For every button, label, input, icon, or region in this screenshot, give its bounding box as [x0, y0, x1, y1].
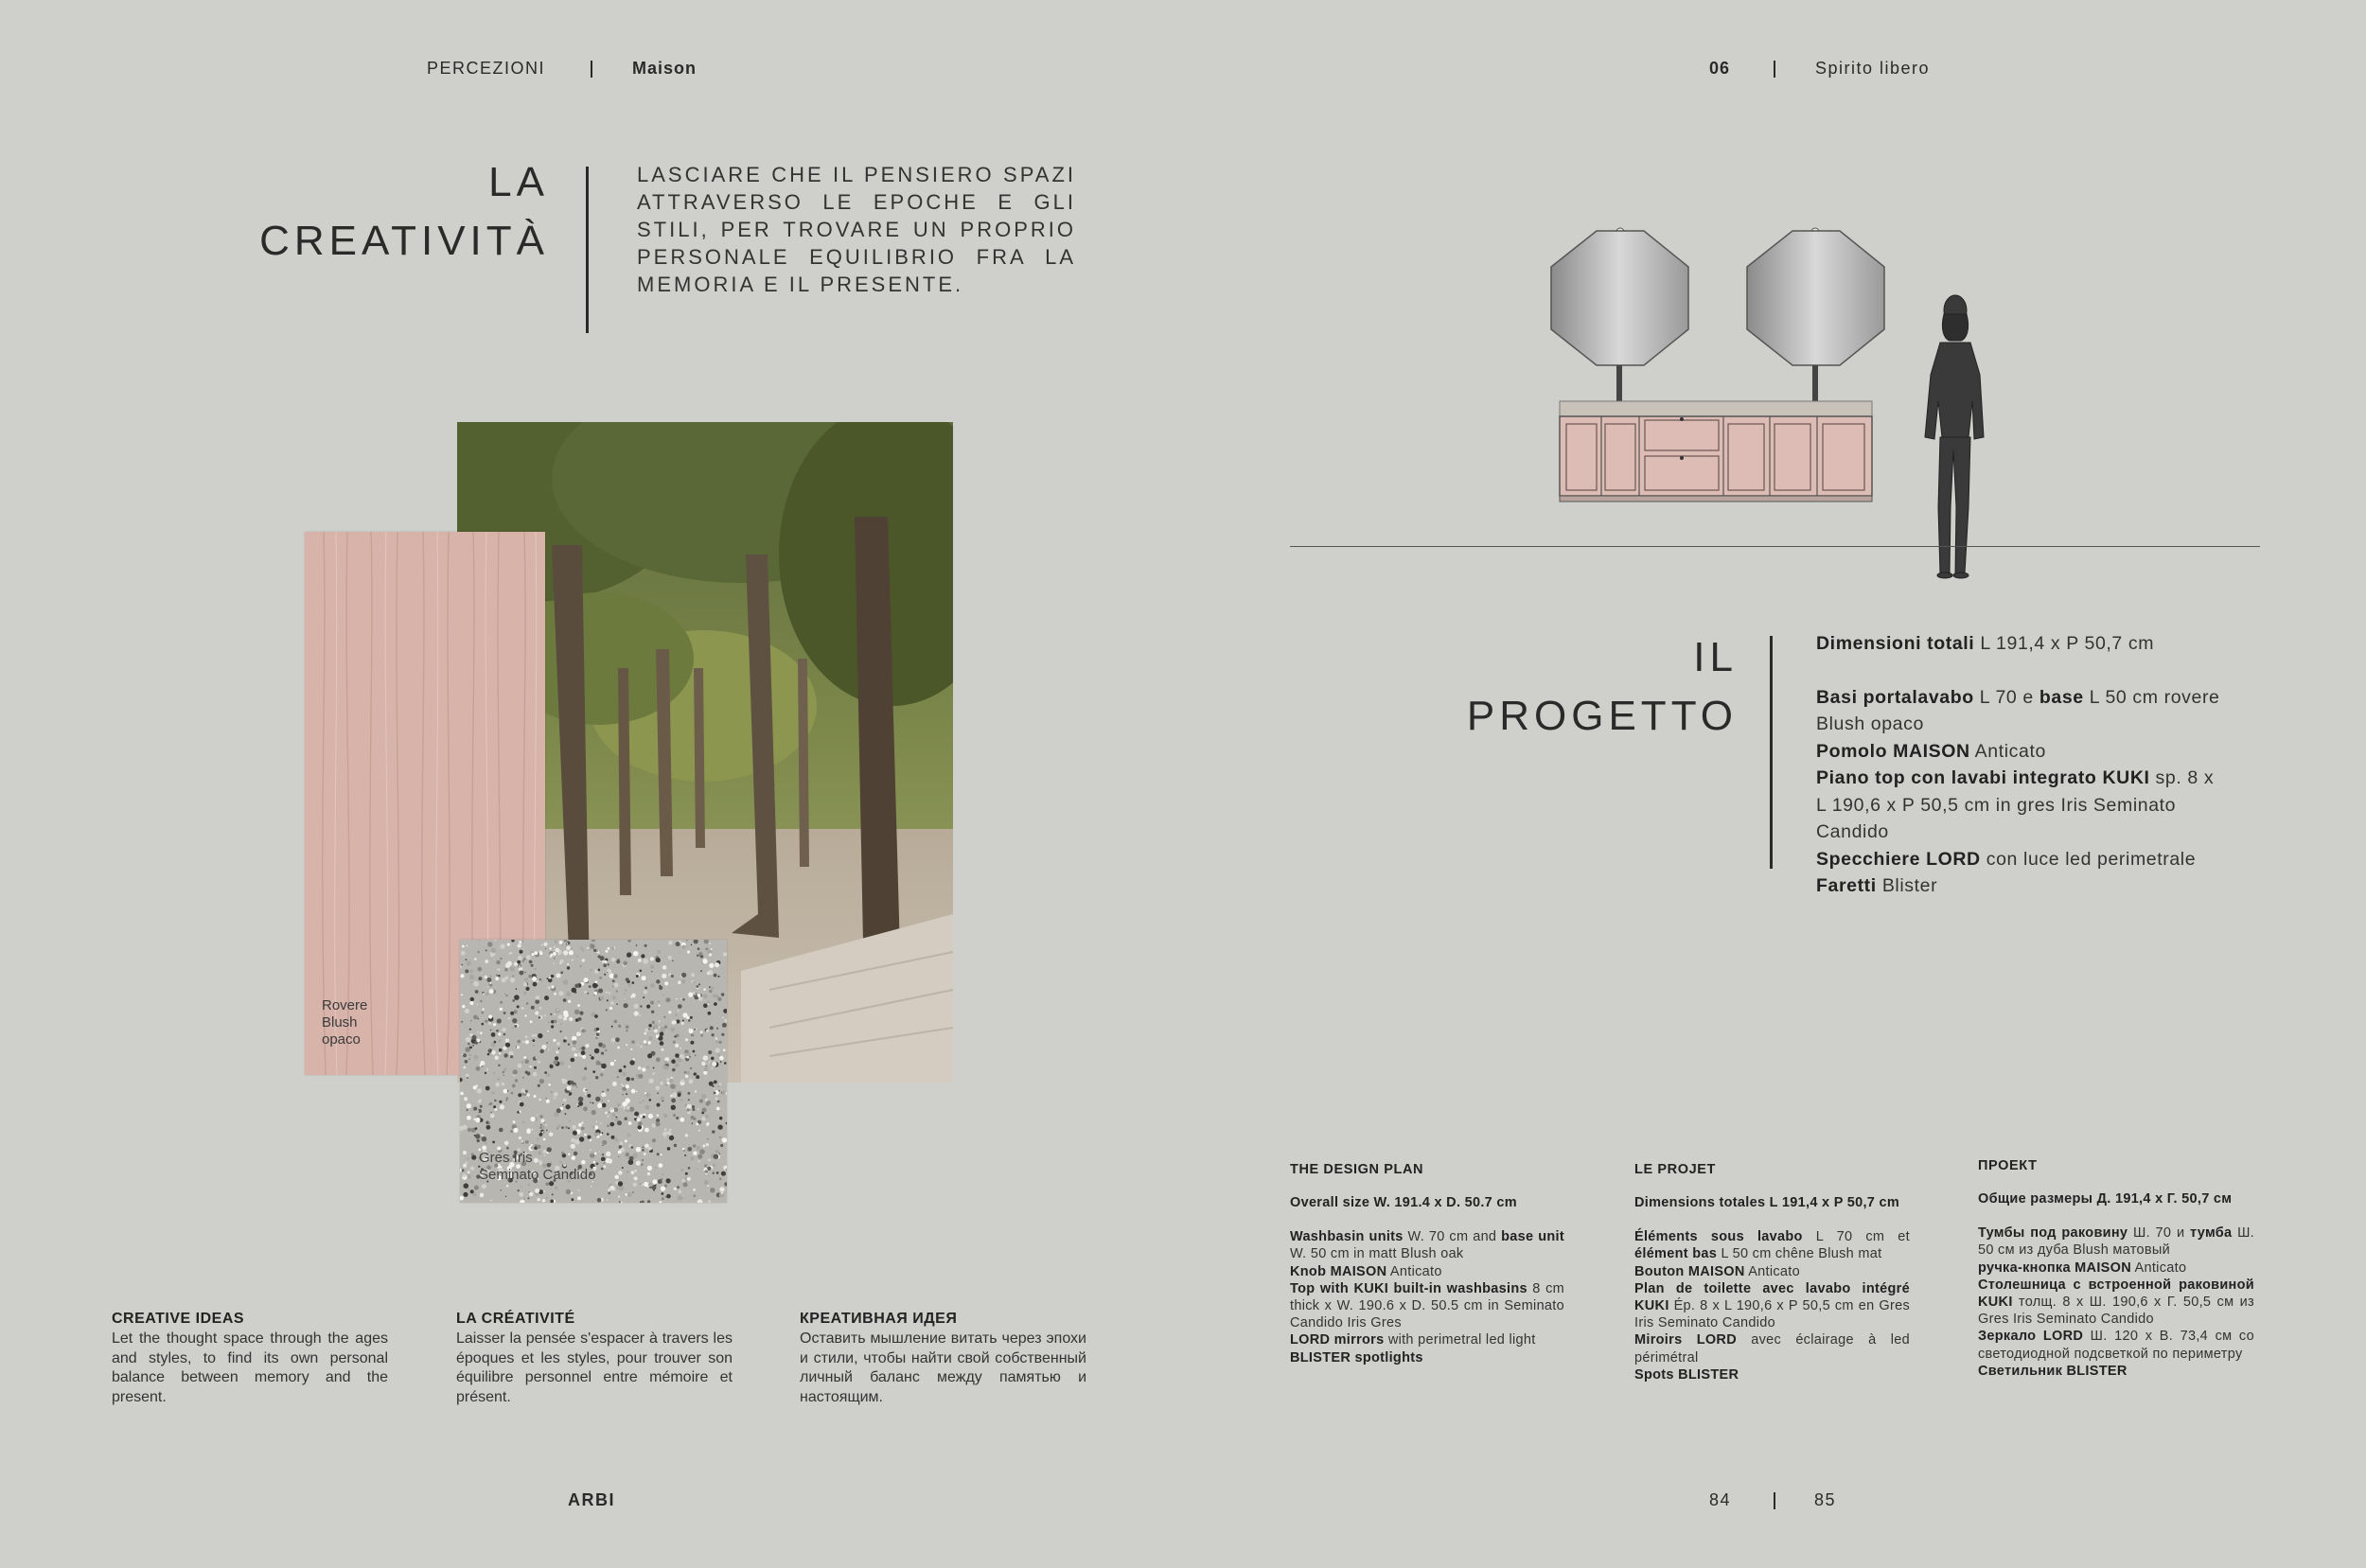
- caption-ru-body: Оставить мышление витать через эпохи и стили, чтобы найти свой собственный личный баланс между памятью и настоящим.: [800, 1330, 1086, 1405]
- caption-fr-title: LA CRÉATIVITÉ: [456, 1311, 575, 1327]
- vanity-cabinet: [1560, 416, 1872, 502]
- title-divider-right: [1770, 636, 1773, 869]
- title-line-1: IL: [1693, 634, 1738, 680]
- vanity-elevation-drawing: [1543, 223, 2006, 579]
- caption-fr-body: Laisser la pensée s'espacer à travers les époques et les styles, pour trouver son équilibre personnel entre mémoire et présent.: [456, 1330, 733, 1405]
- caption-en-title: CREATIVE IDEAS: [112, 1311, 245, 1327]
- caption-ru: [800, 1311, 1086, 1407]
- spec-list: [1816, 630, 2223, 900]
- stone-swatch: [460, 940, 727, 1203]
- chapter-number: 06: [1709, 59, 1731, 78]
- floor-line: [1290, 546, 2260, 547]
- spec-specchiere: Specchiere LORD con luce led perimetrale: [1816, 848, 2197, 870]
- title-line-2: CREATIVITÀ: [259, 218, 549, 264]
- plan-en: THE DESIGN PLAN Overall size W. 191.4 x D. 50.7 cm Washbasin units W. 70 cm and base unit W. 50 cm in matt Blush oak Knob MAISON Anticato Top with KUKI built-in washbasins 8 cm thick x W. 190.6 x D. 50.5 cm in Seminato Candido Iris Gres LORD mirrors with perimetral led light BLISTER spotlights: [1290, 1162, 1565, 1365]
- plan-en-heading: THE DESIGN PLAN: [1290, 1162, 1424, 1177]
- section-name: PERCEZIONI: [427, 59, 546, 78]
- page-title-right: [1382, 628, 1738, 746]
- plan-fr: LE PROJET Dimensions totales L 191,4 x P 50,7 cm Éléments sous lavabo L 70 cm et élément bas L 50 cm chêne Blush mat Bouton MAISON Anticato Plan de toilette avec lavabo intégré KUKI Ép. 8 x L 190,6 x P 50,5 cm en Gres Iris Seminato Candido Miroirs LORD avec éclairage à led périmétral Spots BLISTER: [1634, 1162, 1910, 1383]
- spec-pomolo: Pomolo MAISON Anticato: [1816, 740, 2046, 762]
- header-divider: [591, 61, 592, 78]
- mirror-right: [1747, 228, 1884, 401]
- title-divider-left: [586, 167, 589, 333]
- page-number-right: 85: [1814, 1490, 1837, 1509]
- title-line-1: LA: [488, 159, 549, 205]
- caption-en: [112, 1311, 388, 1407]
- spec-piano: Piano top con lavabi integrato KUKI sp. 8 x L 190,6 x P 50,5 cm in gres Iris Seminato Candido: [1816, 767, 2215, 842]
- collection-name: Maison: [632, 59, 697, 78]
- wood-swatch-label: Rovere Blush opaco: [322, 997, 368, 1048]
- intro-text: LASCIARE CHE IL PENSIERO SPAZI ATTRAVERSO LE EPOCHE E GLI STILI, PER TROVARE UN PROPRIO PERSONALE EQUILIBRIO FRA LA MEMORIA E IL PRESENTE.: [637, 163, 1076, 296]
- header-divider-right: [1774, 61, 1775, 78]
- page-title-left: [189, 153, 549, 271]
- folio-divider: [1774, 1492, 1775, 1509]
- spec-faretti: Faretti Blister: [1816, 875, 1938, 896]
- caption-en-body: Let the thought space through the ages and styles, to find its own personal balance between memory and the present.: [112, 1330, 388, 1405]
- page-number-left: 84: [1709, 1490, 1732, 1509]
- person-silhouette: [1925, 295, 1984, 578]
- plan-fr-heading: LE PROJET: [1634, 1162, 1716, 1177]
- chapter-name: Spirito libero: [1815, 59, 1931, 78]
- spec-basi: Basi portalavabo L 70 e base L 50 cm rovere Blush opaco: [1816, 686, 2220, 734]
- caption-fr: [456, 1311, 733, 1407]
- stone-swatch-label: Gres Iris Seminato Candido: [479, 1150, 596, 1183]
- caption-ru-title: КРЕАТИВНАЯ ИДЕЯ: [800, 1311, 958, 1327]
- mirror-left: [1551, 228, 1688, 401]
- plan-ru: ПРОЕКТ Общие размеры Д. 191,4 х Г. 50,7 см Тумбы под раковину Ш. 70 и тумба Ш. 50 см из дуба Blush матовый ручка-кнопка MAISON Anticato Столешница с встроенной раковиной KUKI толщ. 8 х Ш. 190,6 х Г. 50,5 см из Gres Iris Seminato Candido Зеркало LORD Ш. 120 х В. 73,4 см со светодиодной подсветкой по периметру Светильник BLISTER: [1978, 1158, 2255, 1379]
- footer-brand: ARBI: [568, 1490, 615, 1509]
- running-header-left: [427, 59, 545, 79]
- title-line-2: PROGETTO: [1466, 693, 1738, 739]
- plan-ru-heading: ПРОЕКТ: [1978, 1158, 2038, 1173]
- spec-dimensions: Dimensioni totali L 191,4 x P 50,7 cm: [1816, 633, 2155, 654]
